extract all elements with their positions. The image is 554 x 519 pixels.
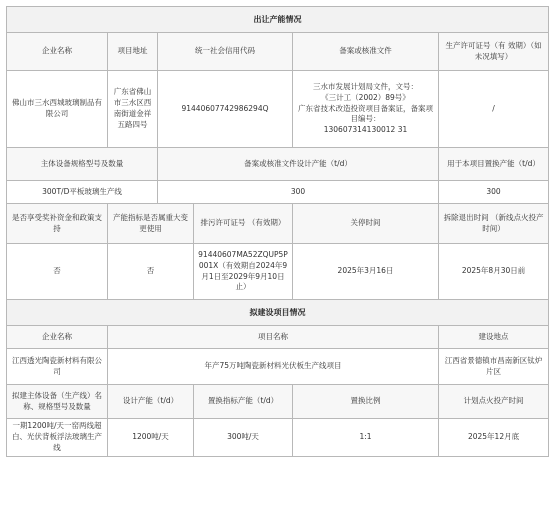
- cell-shutdown-time: 2025年3月16日: [293, 244, 439, 300]
- header-demolition-time: 拆除退出时间 （新线点火投产时间）: [439, 204, 549, 244]
- cell-address: 广东省佛山市三水区西南街道金祥五路四号: [108, 71, 158, 148]
- header-new-equipment: 拟建主体设备（生产线）名称、规格型号及数量: [7, 385, 108, 419]
- cell-equipment: 300T/D平板玻璃生产线: [7, 181, 158, 204]
- header-license: 生产许可证号（有 效期）（如 未况填写）: [439, 33, 549, 71]
- section2-title: 拟建设项目情况: [7, 300, 549, 326]
- cell-pollution-permit: 91440607MA52ZQUP5P001X（有效期自2024年9月1日至2029年9月10日止）: [194, 244, 293, 300]
- cell-major-change: 否: [108, 244, 194, 300]
- cell-company: 佛山市三水西城玻璃制品有限公司: [7, 71, 108, 148]
- header-credit-code: 统一社会信用代码: [158, 33, 293, 71]
- record-doc-line: 130607314130012 31: [323, 125, 408, 135]
- cell-new-company: 江西透光陶瓷新材料有限公司: [7, 349, 108, 385]
- header-project-name: 项目名称: [108, 326, 439, 349]
- cell-record-doc: [293, 71, 439, 148]
- header-pollution-permit: 排污许可证号 （有效期）: [194, 204, 293, 244]
- cell-new-equipment: 一期1200吨/天一窑两线超白、光伏背板浮法玻璃生产线: [7, 419, 108, 457]
- header-shutdown-time: 关停时间: [293, 204, 439, 244]
- header-equipment: 主体设备规格型号及数量: [7, 148, 158, 181]
- cell-subsidy: 否: [7, 244, 108, 300]
- header-planned-time: 计划点火投产时间: [439, 385, 549, 419]
- header-address: 项目地址: [108, 33, 158, 71]
- header-replacement-capacity: 用于本项目置换产能（t/d）: [439, 148, 549, 181]
- cell-ratio: 1:1: [293, 419, 439, 457]
- header-new-company: 企业名称: [7, 326, 108, 349]
- header-location: 建设地点: [439, 326, 549, 349]
- header-record-doc: 备案或核准文件: [293, 33, 439, 71]
- record-doc-line: 《三计工（2002）89号》: [321, 92, 410, 102]
- header-new-replacement-capacity: 置换指标产能（t/d）: [194, 385, 293, 419]
- cell-replacement-capacity: 300: [439, 181, 549, 204]
- header-subsidy: 是否享受奖补资金和政策支持: [7, 204, 108, 244]
- cell-location: 江西省景德镇市昌南新区钛炉片区: [439, 349, 549, 385]
- section1-title: 出让产能情况: [7, 7, 549, 33]
- header-new-design-capacity: 设计产能（t/d）: [108, 385, 194, 419]
- header-company: 企业名称: [7, 33, 108, 71]
- record-doc-line: 三水市发展计划局文件，文号：: [313, 81, 418, 91]
- cell-credit-code: 91440607742986294Q: [158, 71, 293, 148]
- cell-planned-time: 2025年12月底: [439, 419, 549, 457]
- capacity-table: [6, 6, 549, 457]
- record-doc-line: 广东省技术改造投资项目备案证，备案项目编号：: [298, 103, 433, 124]
- cell-new-design-capacity: 1200吨/天: [108, 419, 194, 457]
- cell-project-name: 年产75万吨陶瓷新材料光伏板生产线项目: [108, 349, 439, 385]
- header-major-change: 产能指标是否属重大变更使用: [108, 204, 194, 244]
- cell-new-replacement-capacity: 300吨/天: [194, 419, 293, 457]
- header-design-capacity: 备案或核准文件设计产能（t/d）: [158, 148, 439, 181]
- cell-license: /: [439, 71, 549, 148]
- header-ratio: 置换比例: [293, 385, 439, 419]
- cell-demolition-time: 2025年8月30日前: [439, 244, 549, 300]
- cell-design-capacity: 300: [158, 181, 439, 204]
